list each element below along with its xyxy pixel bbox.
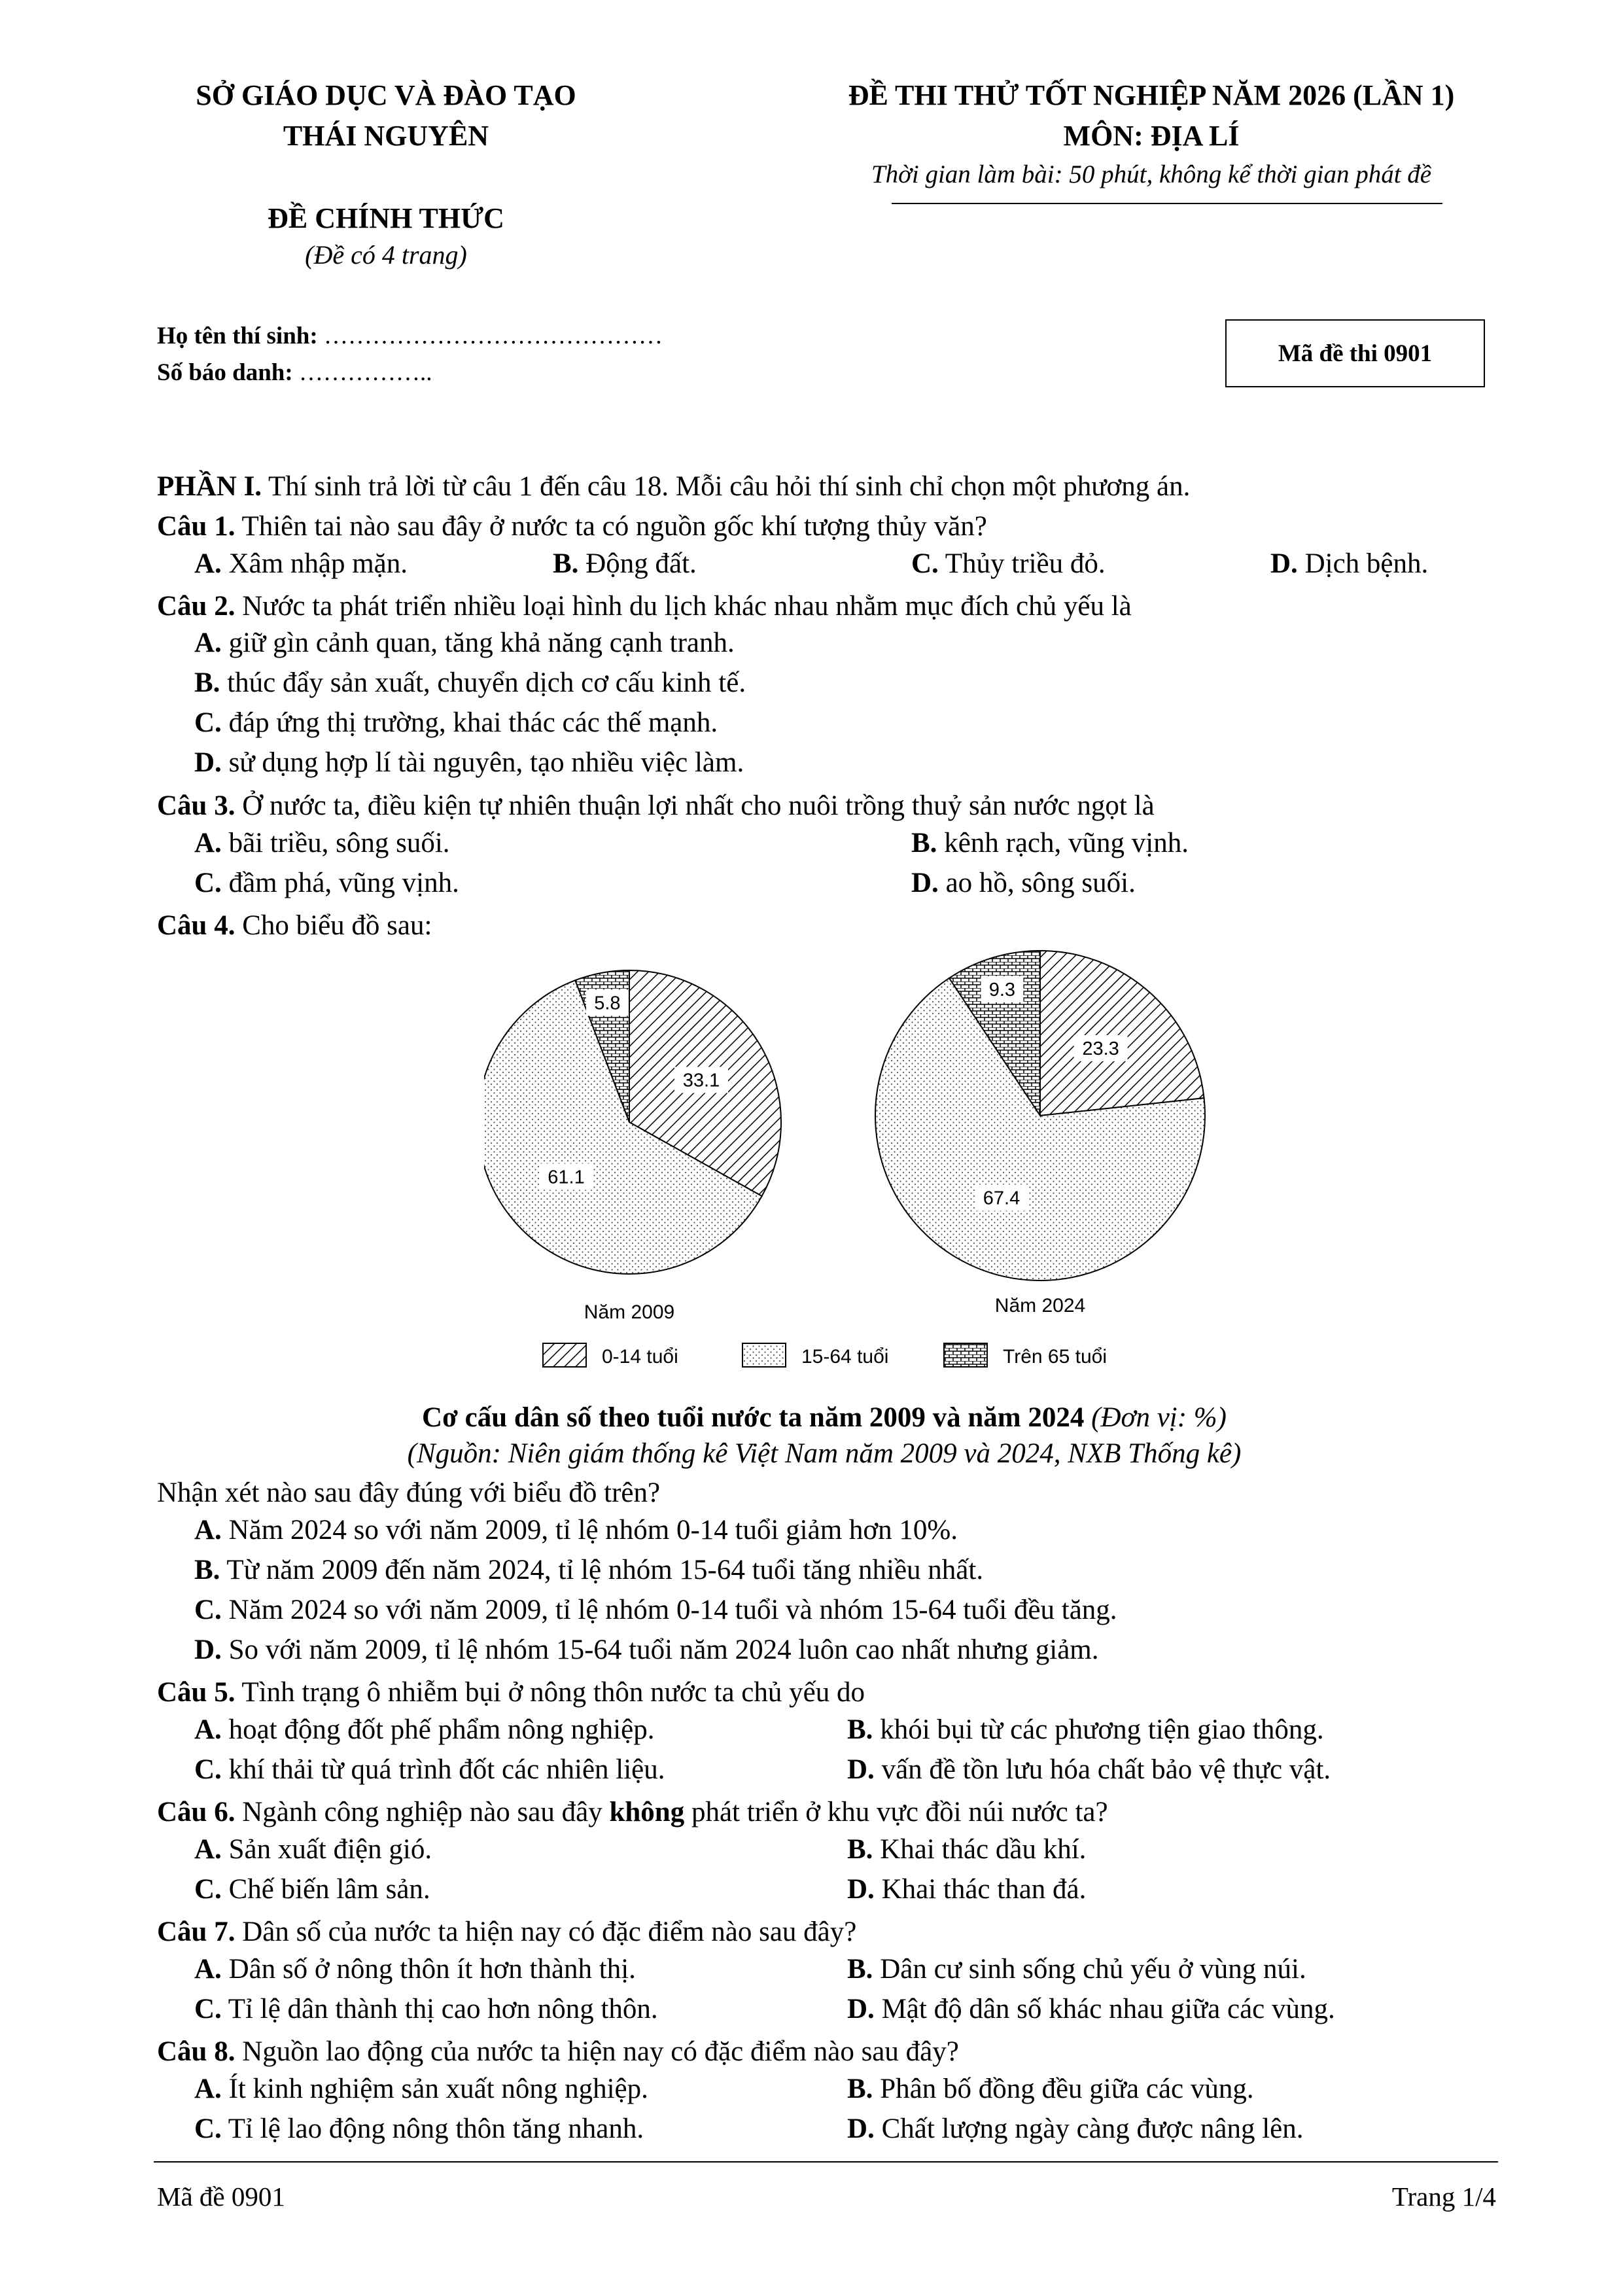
question-label: Câu 3.: [157, 790, 236, 821]
q1-option-c: C. Thủy triều đỏ.: [911, 548, 1106, 579]
pie-label-2024-65plus: 9.3: [988, 979, 1016, 1000]
question-text: Ở nước ta, điều kiện tự nhiên thuận lợi nhất cho nuôi trồng thuỷ sản nước ngọt là: [235, 790, 1155, 821]
chart-caption: [157, 1402, 1492, 1434]
question-text: Cho biểu đồ sau:: [235, 910, 432, 941]
q7-option-a: A. Dân số ở nông thôn ít hơn thành thị.: [194, 1954, 636, 1985]
question-8: [157, 2038, 959, 2066]
q5-option-b: B. khói bụi từ các phương tiện giao thông.: [847, 1714, 1324, 1745]
q4-option-a: A. Năm 2024 so với năm 2009, tỉ lệ nhóm 0-14 tuổi giảm hơn 10%.: [194, 1515, 958, 1545]
pie-group: [484, 951, 1205, 1280]
chart-caption-title: Cơ cấu dân số theo tuổi nước ta năm 2009 và năm 2024: [422, 1402, 1085, 1433]
candidate-id-dots: ……………..: [292, 359, 432, 386]
chart-caption-unit: (Đơn vị: %): [1084, 1402, 1227, 1433]
official-label: ĐỀ CHÍNH THỨC: [268, 202, 504, 234]
footer-rule: [154, 2161, 1498, 2163]
candidate-name-dots: ……………………………………: [317, 323, 663, 349]
q7-option-c: C. Tỉ lệ dân thành thị cao hơn nông thôn.: [194, 1994, 658, 2024]
question-label: Câu 7.: [157, 1916, 236, 1947]
q5-option-a: A. hoạt động đốt phế phẩm nông nghiệp.: [194, 1714, 655, 1745]
pie-title-2009: Năm 2009: [584, 1301, 675, 1323]
question-2: [157, 592, 1132, 620]
q3-option-d: D. ao hồ, sông suối.: [911, 868, 1136, 898]
legend-label-0-14: 0-14 tuổi: [602, 1346, 678, 1368]
q1-option-d: D. Dịch bệnh.: [1270, 548, 1429, 579]
q2-option-c: C. đáp ứng thị trường, khai thác các thế mạnh.: [194, 707, 718, 738]
question-5: [157, 1678, 865, 1706]
pie-slice-2024-0-14: [1040, 951, 1204, 1116]
q2-option-b: B. thúc đẩy sản xuất, chuyển dịch cơ cấu kinh tế.: [194, 667, 746, 698]
exam-title: ĐỀ THI THỬ TỐT NGHIỆP NĂM 2026 (LẦN 1): [848, 79, 1455, 111]
q6-option-a: A. Sản xuất điện gió.: [194, 1834, 432, 1865]
pie-label-2009-0-14: 33.1: [682, 1070, 720, 1091]
legend-swatch-0-14: [543, 1343, 586, 1367]
q8-option-c: C. Tỉ lệ lao động nông thôn tăng nhanh.: [194, 2113, 644, 2144]
question-label: Câu 1.: [157, 511, 236, 542]
population-pie-charts: [484, 936, 1230, 1407]
question-label: Câu 4.: [157, 910, 236, 941]
q3-option-a: A. bãi triều, sông suối.: [194, 828, 450, 858]
exam-code-box: [1225, 319, 1485, 387]
negation-emphasis: không: [609, 1797, 685, 1828]
pie-label-2009-65plus: 5.8: [594, 993, 621, 1014]
q4-option-c: C. Năm 2024 so với năm 2009, tỉ lệ nhóm 0-14 tuổi và nhóm 15-64 tuổi đều tăng.: [194, 1595, 1117, 1625]
q6-option-c: C. Chế biến lâm sản.: [194, 1874, 430, 1905]
legend-swatch-15-64: [742, 1343, 786, 1367]
pie-title-2024: Năm 2024: [994, 1295, 1086, 1316]
footer-page-number: Trang 1/4: [1391, 2181, 1496, 2212]
question-label: Câu 5.: [157, 1677, 236, 1708]
question-4: [157, 911, 432, 940]
pages-note: (Đề có 4 trang): [305, 240, 467, 270]
question-3: [157, 792, 1155, 820]
question-1: [157, 512, 987, 540]
candidate-id-label: Số báo danh:: [157, 359, 293, 386]
q6-option-d: D. Khai thác than đá.: [847, 1874, 1087, 1905]
question-6: Câu 6. Ngành công nghiệp nào sau đây không phát triển ở khu vực đồi núi nước ta?: [157, 1797, 1108, 1828]
question-label: Câu 2.: [157, 591, 236, 622]
part1-instructions: [157, 472, 1190, 501]
q2-option-d: D. sử dụng hợp lí tài nguyên, tạo nhiều việc làm.: [194, 747, 744, 778]
pie-label-2009-15-64: 61.1: [548, 1167, 585, 1188]
q1-option-a: A. Xâm nhập mặn.: [194, 548, 408, 579]
pie-label-2024-15-64: 67.4: [983, 1188, 1021, 1209]
candidate-name-line: [157, 322, 663, 350]
question-text: Thiên tai nào sau đây ở nước ta có nguồn gốc khí tượng thủy văn?: [235, 511, 987, 542]
candidate-id-line: [157, 359, 432, 387]
q8-option-b: B. Phân bố đồng đều giữa các vùng.: [847, 2074, 1254, 2104]
time-note: Thời gian làm bài: 50 phút, không kể thời gian phát đề: [871, 160, 1432, 188]
q5-option-d: D. vấn đề tồn lưu hóa chất bảo vệ thực vật.: [847, 1754, 1331, 1785]
pie-label-2024-0-14: 23.3: [1082, 1038, 1119, 1059]
q6-option-b: B. Khai thác dầu khí.: [847, 1834, 1087, 1865]
q7-option-b: B. Dân cư sinh sống chủ yếu ở vùng núi.: [847, 1954, 1306, 1985]
q8-option-d: D. Chất lượng ngày càng được nâng lên.: [847, 2113, 1304, 2144]
part1-label: PHẦN I.: [157, 471, 262, 502]
q2-option-a: A. giữ gìn cảnh quan, tăng khả năng cạnh tranh.: [194, 627, 735, 658]
question-text: Nguồn lao động của nước ta hiện nay có đặc điểm nào sau đây?: [235, 2036, 959, 2067]
candidate-name-label: Họ tên thí sinh:: [157, 323, 318, 349]
q3-option-b: B. kênh rạch, vũng vịnh.: [911, 828, 1189, 858]
question-4-prompt: Nhận xét nào sau đây đúng với biểu đồ trên?: [157, 1477, 661, 1508]
q4-option-d: D. So với năm 2009, tỉ lệ nhóm 15-64 tuổi năm 2024 luôn cao nhất nhưng giảm.: [194, 1634, 1099, 1665]
footer-exam-code: Mã đề 0901: [157, 2181, 285, 2212]
header-rule: [892, 203, 1442, 204]
question-7: [157, 1918, 856, 1946]
exam-code: Mã đề thi 0901: [1278, 340, 1433, 367]
question-label: Câu 6.: [157, 1797, 236, 1828]
q8-option-a: A. Ít kinh nghiệm sản xuất nông nghiệp.: [194, 2074, 648, 2104]
province-name: THÁI NGUYÊN: [283, 120, 489, 152]
question-text: Dân số của nước ta hiện nay có đặc điểm nào sau đây?: [235, 1916, 857, 1947]
q7-option-d: D. Mật độ dân số khác nhau giữa các vùng.: [847, 1994, 1335, 2024]
q4-option-b: B. Từ năm 2009 đến năm 2024, tỉ lệ nhóm 15-64 tuổi tăng nhiều nhất.: [194, 1555, 984, 1585]
subject: MÔN: ĐỊA LÍ: [1063, 120, 1240, 152]
part1-text: Thí sinh trả lời từ câu 1 đến câu 18. Mỗi câu hỏi thí sinh chỉ chọn một phương án.: [262, 471, 1191, 502]
question-label: Câu 8.: [157, 2036, 236, 2067]
legend-swatch-65plus: [944, 1343, 987, 1367]
q5-option-c: C. khí thải từ quá trình đốt các nhiên liệu.: [194, 1754, 665, 1785]
question-text: Nước ta phát triển nhiều loại hình du lịch khác nhau nhằm mục đích chủ yếu là: [235, 591, 1132, 622]
q3-option-c: C. đầm phá, vũng vịnh.: [194, 868, 459, 898]
question-text: Tình trạng ô nhiễm bụi ở nông thôn nước ta chủ yếu do: [235, 1677, 865, 1708]
legend-label-15-64: 15-64 tuổi: [801, 1346, 889, 1368]
chart-legend: [543, 1343, 1107, 1368]
department-name: SỞ GIÁO DỤC VÀ ĐÀO TẠO: [196, 79, 576, 111]
legend-label-65plus: Trên 65 tuổi: [1003, 1346, 1107, 1368]
q1-option-b: B. Động đất.: [553, 548, 697, 579]
chart-source: (Nguồn: Niên giám thống kê Việt Nam năm 2009 và 2024, NXB Thống kê): [407, 1438, 1242, 1469]
